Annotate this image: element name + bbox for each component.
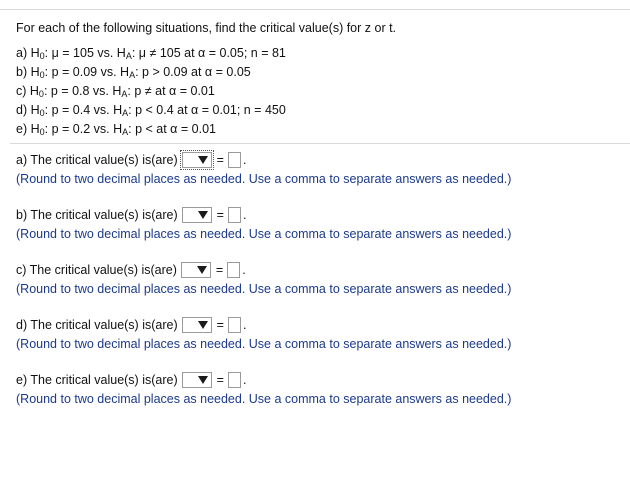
answer-input-b[interactable] <box>228 207 241 223</box>
question-line-c <box>16 260 511 280</box>
critical-value-dropdown-d[interactable] <box>182 317 212 333</box>
question-label-d: d) The critical value(s) is(are) <box>16 318 178 332</box>
triangle-down-icon <box>198 211 208 219</box>
situation-b: b) $H_0$: p = 0.09 vs. $H_A$: p > 0.09 at α = 0.05 <box>16 65 251 80</box>
triangle-down-icon <box>198 321 208 329</box>
critical-value-dropdown-b[interactable] <box>182 207 212 223</box>
situation-d: d) $H_0$: p = 0.4 vs. $H_A$: p < 0.4 at α = 0.01; n = 450 <box>16 103 286 118</box>
period: . <box>242 208 247 222</box>
period: . <box>242 263 246 277</box>
equals-sign: = <box>216 373 224 387</box>
rounding-hint-a: (Round to two decimal places as needed. Use a comma to separate answers as needed.) <box>16 172 512 186</box>
question-line-e <box>16 370 511 390</box>
situation-e: e) $H_0$: p = 0.2 vs. $H_A$: p < at α = 0.01 <box>16 122 216 137</box>
answer-block-e <box>16 370 511 409</box>
answer-input-c[interactable] <box>227 262 240 278</box>
situation-c: c) $H_0$: p = 0.8 vs. $H_A$: p ≠ at α = 0.01 <box>16 84 215 99</box>
question-label-e: e) The critical value(s) is(are) <box>16 373 178 387</box>
rounding-hint-d: (Round to two decimal places as needed. Use a comma to separate answers as needed.) <box>16 337 512 351</box>
period: . <box>242 153 247 167</box>
equals-sign: = <box>216 208 224 222</box>
question-label-b: b) The critical value(s) is(are) <box>16 208 178 222</box>
rounding-hint-c: (Round to two decimal places as needed. Use a comma to separate answers as needed.) <box>16 282 512 296</box>
section-divider <box>10 143 630 144</box>
critical-value-dropdown-e[interactable] <box>182 372 212 388</box>
rounding-hint-b: (Round to two decimal places as needed. Use a comma to separate answers as needed.) <box>16 227 512 241</box>
question-label-a: a) The critical value(s) is(are) <box>16 153 178 167</box>
answer-input-e[interactable] <box>228 372 241 388</box>
top-divider <box>0 9 630 10</box>
answer-block-a <box>16 150 511 189</box>
equals-sign: = <box>216 318 224 332</box>
answer-input-a[interactable] <box>228 152 241 168</box>
question-line-d <box>16 315 511 335</box>
answer-input-d[interactable] <box>228 317 241 333</box>
rounding-hint-e: (Round to two decimal places as needed. Use a comma to separate answers as needed.) <box>16 392 512 406</box>
triangle-down-icon <box>198 156 208 164</box>
critical-value-dropdown-a[interactable] <box>182 152 212 168</box>
critical-value-dropdown-c[interactable] <box>181 262 211 278</box>
question-line-a <box>16 150 511 170</box>
situation-a: a) $H_0$: μ = 105 vs. $H_A$: μ ≠ 105 at α = 0.05; n = 81 <box>16 46 286 61</box>
instructions-text: For each of the following situations, find the critical value(s) for z or t. <box>16 21 397 35</box>
equals-sign: = <box>216 153 224 167</box>
answer-block-d <box>16 315 511 354</box>
question-line-b <box>16 205 511 225</box>
period: . <box>242 318 247 332</box>
triangle-down-icon <box>197 266 207 274</box>
answer-block-c <box>16 260 511 299</box>
equals-sign: = <box>215 263 224 277</box>
triangle-down-icon <box>198 376 208 384</box>
period: . <box>242 373 247 387</box>
situations-list <box>16 44 286 139</box>
question-label-c: c) The critical value(s) is(are) <box>16 263 177 277</box>
answer-block-b <box>16 205 511 244</box>
